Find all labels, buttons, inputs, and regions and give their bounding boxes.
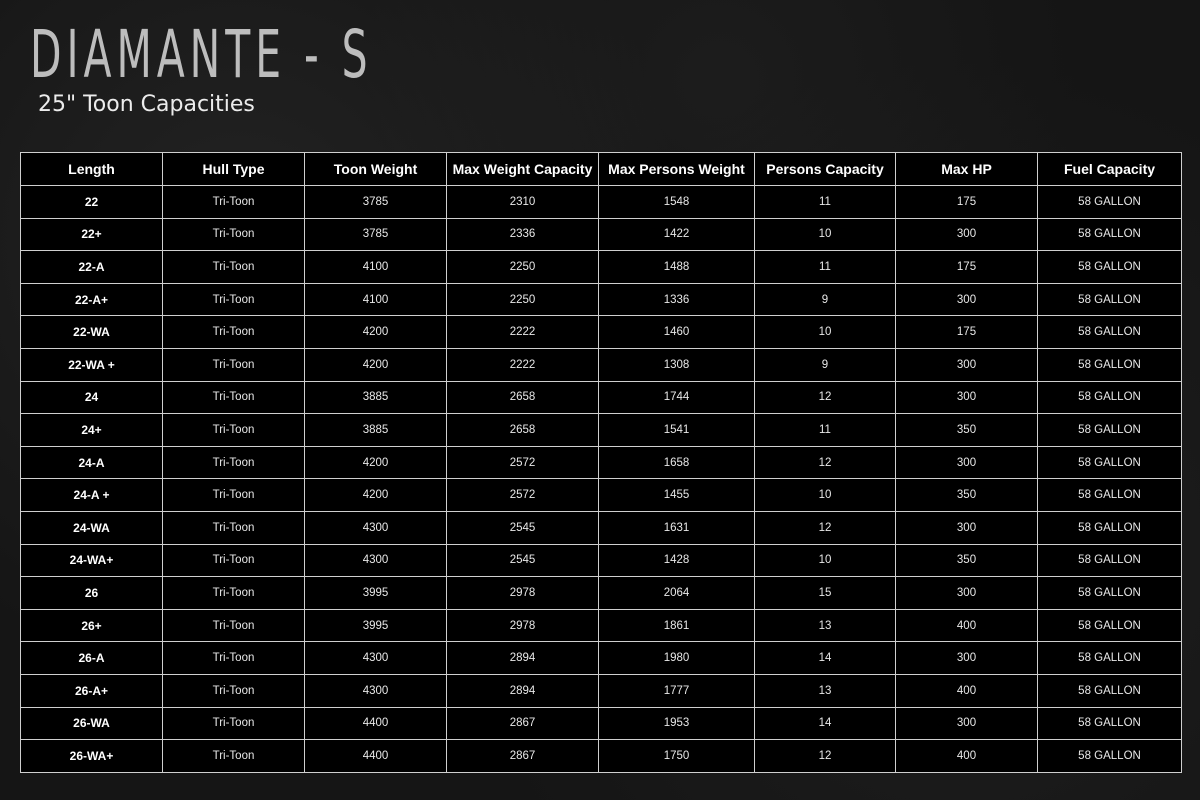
cell-max-weight-capacity: 2867: [447, 740, 599, 773]
cell-hull-type: Tri-Toon: [163, 348, 305, 381]
cell-length: 24: [21, 381, 163, 414]
cell-hull-type: Tri-Toon: [163, 479, 305, 512]
table-row: [21, 316, 1182, 349]
cell-max-weight-capacity: 2336: [447, 218, 599, 251]
cell-max-hp: 350: [896, 544, 1038, 577]
cell-max-weight-capacity: 2572: [447, 479, 599, 512]
cell-fuel-capacity: 58 GALLON: [1038, 381, 1182, 414]
table-row: [21, 609, 1182, 642]
column-header-length: Length: [21, 153, 163, 186]
cell-max-persons-weight: 1744: [599, 381, 755, 414]
cell-length: 26-WA: [21, 707, 163, 740]
cell-max-weight-capacity: 2545: [447, 511, 599, 544]
cell-length: 22-WA +: [21, 348, 163, 381]
cell-toon-weight: 3885: [305, 381, 447, 414]
cell-max-persons-weight: 1777: [599, 674, 755, 707]
cell-persons-capacity: 11: [755, 251, 896, 284]
cell-persons-capacity: 14: [755, 642, 896, 675]
cell-max-weight-capacity: 2222: [447, 348, 599, 381]
cell-length: 26: [21, 577, 163, 610]
cell-max-persons-weight: 1428: [599, 544, 755, 577]
cell-max-hp: 175: [896, 251, 1038, 284]
cell-max-persons-weight: 1488: [599, 251, 755, 284]
cell-max-weight-capacity: 2658: [447, 381, 599, 414]
capacities-table-container: [20, 152, 1181, 773]
cell-hull-type: Tri-Toon: [163, 674, 305, 707]
cell-persons-capacity: 11: [755, 186, 896, 219]
cell-max-hp: 300: [896, 642, 1038, 675]
column-header-toon-weight: Toon Weight: [305, 153, 447, 186]
cell-hull-type: Tri-Toon: [163, 544, 305, 577]
cell-toon-weight: 4200: [305, 446, 447, 479]
cell-persons-capacity: 12: [755, 381, 896, 414]
cell-fuel-capacity: 58 GALLON: [1038, 186, 1182, 219]
cell-toon-weight: 3785: [305, 186, 447, 219]
page-title: DIAMANTE - S: [30, 16, 373, 93]
cell-toon-weight: 4100: [305, 251, 447, 284]
table-body: [21, 186, 1182, 773]
cell-max-hp: 350: [896, 414, 1038, 447]
cell-length: 26-WA+: [21, 740, 163, 773]
cell-max-hp: 300: [896, 577, 1038, 610]
cell-hull-type: Tri-Toon: [163, 446, 305, 479]
column-header-max-hp: Max HP: [896, 153, 1038, 186]
table-row: [21, 446, 1182, 479]
cell-max-hp: 300: [896, 348, 1038, 381]
cell-max-hp: 300: [896, 381, 1038, 414]
cell-hull-type: Tri-Toon: [163, 251, 305, 284]
cell-fuel-capacity: 58 GALLON: [1038, 511, 1182, 544]
table-row: [21, 674, 1182, 707]
cell-toon-weight: 4300: [305, 511, 447, 544]
cell-max-hp: 350: [896, 479, 1038, 512]
cell-hull-type: Tri-Toon: [163, 218, 305, 251]
table-row: [21, 544, 1182, 577]
cell-max-persons-weight: 1548: [599, 186, 755, 219]
cell-persons-capacity: 11: [755, 414, 896, 447]
table-row: [21, 218, 1182, 251]
table-row: [21, 740, 1182, 773]
cell-fuel-capacity: 58 GALLON: [1038, 218, 1182, 251]
cell-toon-weight: 4400: [305, 707, 447, 740]
cell-max-persons-weight: 1658: [599, 446, 755, 479]
cell-max-persons-weight: 1631: [599, 511, 755, 544]
table-row: [21, 283, 1182, 316]
cell-fuel-capacity: 58 GALLON: [1038, 414, 1182, 447]
cell-max-hp: 400: [896, 609, 1038, 642]
cell-max-hp: 175: [896, 316, 1038, 349]
cell-toon-weight: 4200: [305, 479, 447, 512]
cell-fuel-capacity: 58 GALLON: [1038, 479, 1182, 512]
cell-toon-weight: 3995: [305, 577, 447, 610]
cell-fuel-capacity: 58 GALLON: [1038, 316, 1182, 349]
column-header-max-persons-weight: Max Persons Weight: [599, 153, 755, 186]
table-header-row: [21, 153, 1182, 186]
cell-persons-capacity: 14: [755, 707, 896, 740]
cell-length: 24-A: [21, 446, 163, 479]
cell-hull-type: Tri-Toon: [163, 740, 305, 773]
table-row: [21, 577, 1182, 610]
cell-hull-type: Tri-Toon: [163, 283, 305, 316]
cell-max-persons-weight: 1750: [599, 740, 755, 773]
cell-max-weight-capacity: 2894: [447, 674, 599, 707]
cell-max-weight-capacity: 2867: [447, 707, 599, 740]
table-row: [21, 348, 1182, 381]
cell-hull-type: Tri-Toon: [163, 642, 305, 675]
cell-max-weight-capacity: 2572: [447, 446, 599, 479]
cell-persons-capacity: 13: [755, 674, 896, 707]
cell-max-persons-weight: 1336: [599, 283, 755, 316]
cell-max-weight-capacity: 2894: [447, 642, 599, 675]
cell-max-persons-weight: 1980: [599, 642, 755, 675]
cell-toon-weight: 4400: [305, 740, 447, 773]
cell-max-hp: 300: [896, 707, 1038, 740]
cell-persons-capacity: 12: [755, 740, 896, 773]
cell-toon-weight: 4300: [305, 674, 447, 707]
cell-toon-weight: 4200: [305, 316, 447, 349]
cell-hull-type: Tri-Toon: [163, 577, 305, 610]
cell-max-persons-weight: 1861: [599, 609, 755, 642]
cell-length: 24-A +: [21, 479, 163, 512]
cell-max-persons-weight: 1953: [599, 707, 755, 740]
cell-max-weight-capacity: 2310: [447, 186, 599, 219]
cell-persons-capacity: 10: [755, 544, 896, 577]
cell-fuel-capacity: 58 GALLON: [1038, 544, 1182, 577]
table-row: [21, 707, 1182, 740]
table-row: [21, 511, 1182, 544]
cell-max-persons-weight: 1308: [599, 348, 755, 381]
cell-hull-type: Tri-Toon: [163, 381, 305, 414]
cell-toon-weight: 4100: [305, 283, 447, 316]
cell-persons-capacity: 13: [755, 609, 896, 642]
cell-max-hp: 400: [896, 674, 1038, 707]
cell-hull-type: Tri-Toon: [163, 511, 305, 544]
cell-max-weight-capacity: 2250: [447, 283, 599, 316]
cell-length: 22-A+: [21, 283, 163, 316]
column-header-hull-type: Hull Type: [163, 153, 305, 186]
cell-persons-capacity: 9: [755, 283, 896, 316]
table-row: [21, 414, 1182, 447]
cell-length: 22-WA: [21, 316, 163, 349]
cell-max-hp: 175: [896, 186, 1038, 219]
cell-hull-type: Tri-Toon: [163, 414, 305, 447]
cell-toon-weight: 3995: [305, 609, 447, 642]
table-row: [21, 186, 1182, 219]
cell-max-hp: 300: [896, 446, 1038, 479]
table-header: [21, 153, 1182, 186]
cell-max-hp: 300: [896, 218, 1038, 251]
cell-max-persons-weight: 2064: [599, 577, 755, 610]
cell-length: 24-WA: [21, 511, 163, 544]
cell-length: 24-WA+: [21, 544, 163, 577]
table-row: [21, 642, 1182, 675]
cell-fuel-capacity: 58 GALLON: [1038, 577, 1182, 610]
column-header-persons-capacity: Persons Capacity: [755, 153, 896, 186]
cell-fuel-capacity: 58 GALLON: [1038, 283, 1182, 316]
cell-max-persons-weight: 1541: [599, 414, 755, 447]
cell-length: 26+: [21, 609, 163, 642]
cell-length: 24+: [21, 414, 163, 447]
cell-length: 22: [21, 186, 163, 219]
page-subtitle: 25" Toon Capacities: [38, 92, 255, 117]
cell-length: 22-A: [21, 251, 163, 284]
cell-persons-capacity: 12: [755, 446, 896, 479]
cell-hull-type: Tri-Toon: [163, 316, 305, 349]
cell-persons-capacity: 10: [755, 316, 896, 349]
cell-fuel-capacity: 58 GALLON: [1038, 707, 1182, 740]
cell-fuel-capacity: 58 GALLON: [1038, 674, 1182, 707]
cell-persons-capacity: 10: [755, 479, 896, 512]
cell-hull-type: Tri-Toon: [163, 609, 305, 642]
cell-fuel-capacity: 58 GALLON: [1038, 251, 1182, 284]
cell-persons-capacity: 12: [755, 511, 896, 544]
cell-fuel-capacity: 58 GALLON: [1038, 609, 1182, 642]
table-row: [21, 381, 1182, 414]
cell-fuel-capacity: 58 GALLON: [1038, 446, 1182, 479]
cell-toon-weight: 4200: [305, 348, 447, 381]
column-header-max-weight-capacity: Max Weight Capacity: [447, 153, 599, 186]
cell-max-weight-capacity: 2658: [447, 414, 599, 447]
cell-toon-weight: 3885: [305, 414, 447, 447]
cell-max-weight-capacity: 2250: [447, 251, 599, 284]
cell-fuel-capacity: 58 GALLON: [1038, 348, 1182, 381]
cell-max-weight-capacity: 2978: [447, 577, 599, 610]
cell-length: 26-A+: [21, 674, 163, 707]
cell-length: 22+: [21, 218, 163, 251]
cell-max-hp: 300: [896, 511, 1038, 544]
cell-fuel-capacity: 58 GALLON: [1038, 642, 1182, 675]
table-row: [21, 479, 1182, 512]
cell-max-weight-capacity: 2222: [447, 316, 599, 349]
cell-max-weight-capacity: 2545: [447, 544, 599, 577]
cell-max-persons-weight: 1422: [599, 218, 755, 251]
cell-persons-capacity: 9: [755, 348, 896, 381]
cell-toon-weight: 3785: [305, 218, 447, 251]
cell-hull-type: Tri-Toon: [163, 707, 305, 740]
cell-persons-capacity: 15: [755, 577, 896, 610]
table-row: [21, 251, 1182, 284]
cell-toon-weight: 4300: [305, 642, 447, 675]
cell-hull-type: Tri-Toon: [163, 186, 305, 219]
cell-fuel-capacity: 58 GALLON: [1038, 740, 1182, 773]
cell-max-persons-weight: 1460: [599, 316, 755, 349]
cell-toon-weight: 4300: [305, 544, 447, 577]
cell-max-hp: 400: [896, 740, 1038, 773]
cell-max-hp: 300: [896, 283, 1038, 316]
column-header-fuel-capacity: Fuel Capacity: [1038, 153, 1182, 186]
cell-length: 26-A: [21, 642, 163, 675]
cell-persons-capacity: 10: [755, 218, 896, 251]
capacities-table: [20, 152, 1182, 773]
cell-max-persons-weight: 1455: [599, 479, 755, 512]
cell-max-weight-capacity: 2978: [447, 609, 599, 642]
